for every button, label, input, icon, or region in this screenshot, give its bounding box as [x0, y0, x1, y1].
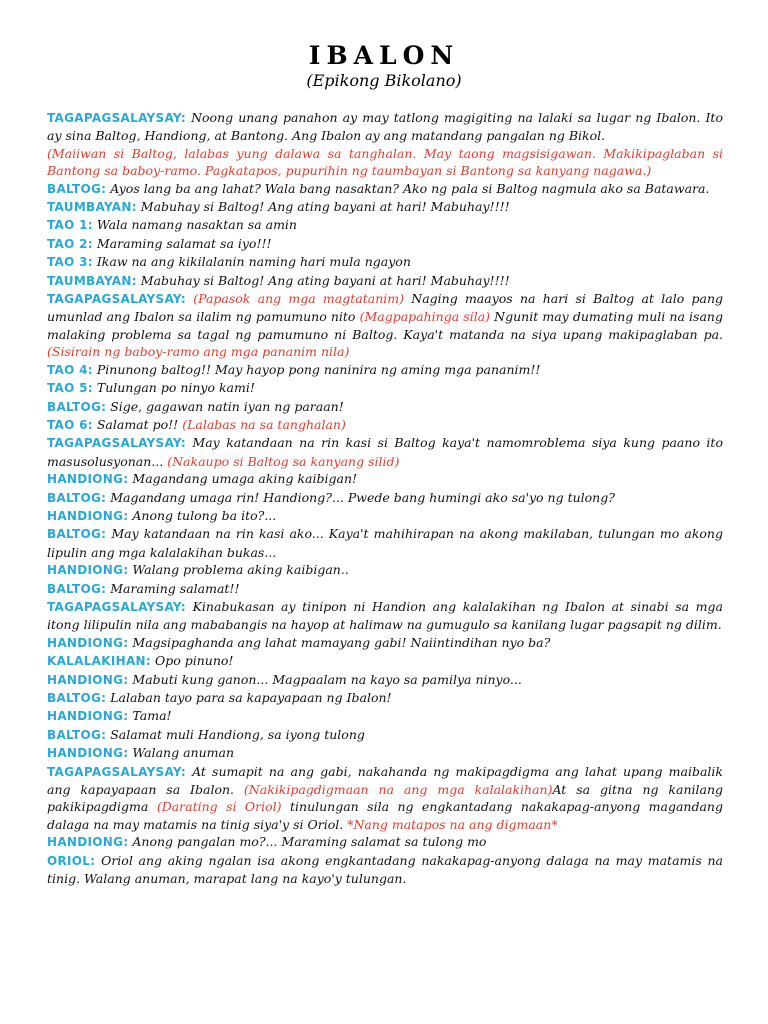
script-line — [47, 598, 723, 634]
script-line — [47, 507, 723, 525]
dialogue-text: Kinabukasan ay tinipon ni Handion ang kalalakihan ng Ibalon at sinabi sa mga itong lilipulin nila ang mababangis na hayop at halimaw na gumugulo sa kanilang lugar pagsapit ng dilim. — [47, 598, 723, 633]
stage-direction: (Papasok ang mga magtatanim) — [193, 291, 404, 307]
dialogue-text: Walang problema aking kaibigan.. — [132, 562, 349, 578]
stage-direction: (Sisirain ng baboy-ramo ang mga pananim nila) — [47, 344, 350, 360]
script-line — [47, 253, 723, 271]
stage-direction: (Maiiwan si Baltog, lalabas yung dalawa sa tanghalan. May taong magsisigawan. Makikipaglaban si Bantong sa baboy-ramo. Pagkatapos, pupurihin ng taumbayan si Bantong sa kanyang nagawa.) — [47, 145, 723, 179]
script-line — [47, 361, 723, 379]
speaker-label: BALTOG: — [47, 727, 107, 742]
dialogue-text: Tulungan po ninyo kami! — [96, 380, 255, 396]
dialogue-text: Tama! — [132, 708, 172, 724]
script-line — [47, 852, 723, 888]
speaker-label: HANDIONG: — [47, 835, 129, 850]
script-line — [47, 525, 723, 561]
script-line — [47, 470, 723, 488]
speaker-label: HANDIONG: — [47, 709, 129, 724]
script-line — [47, 634, 723, 652]
dialogue-text: Ikaw na ang kikilalanin naming hari mula ngayon — [96, 254, 411, 270]
speaker-label: BALTOG: — [47, 490, 107, 505]
script-line — [47, 198, 723, 216]
stage-direction: (Nakaupo si Baltog sa kanyang silid) — [167, 453, 400, 469]
speaker-label: BALTOG: — [47, 181, 107, 196]
speaker-label: TAGAPAGSALAYSAY: — [47, 599, 186, 614]
speaker-label: TAO 1: — [47, 218, 93, 233]
speaker-label: TAGAPAGSALAYSAY: — [47, 292, 186, 307]
dialogue-text: tinulungan sila ng engkantadang nakakapag-anyong magandang dalaga na may matamis na tinig siya'y si Oriol. — [47, 799, 723, 832]
speaker-label: TAGAPAGSALAYSAY: — [47, 111, 186, 125]
document-subtitle: (Epikong Bikolano) — [306, 71, 462, 90]
dialogue-text: Walang anuman — [132, 745, 234, 761]
script-line — [47, 561, 723, 579]
stage-direction: (Lalabas na sa tanghalan) — [182, 416, 346, 432]
speaker-label: TAUMBAYAN: — [47, 273, 137, 288]
dialogue-text: Magsipaghanda ang lahat mamayang gabi! Naiintindihan nyo ba? — [132, 634, 551, 650]
speaker-label: BALTOG: — [47, 691, 107, 705]
dialogue-text: Sige, gagawan natin iyan ng paraan! — [110, 398, 344, 414]
script-body — [47, 109, 723, 887]
dialogue-text: May katandaan na rin kasi si Baltog kaya't namomroblema siya kung paano ito masusolusyonan... — [47, 435, 723, 469]
script-line — [47, 216, 723, 234]
script-line — [47, 180, 723, 198]
dialogue-text: Ayos lang ba ang lahat? Wala bang nasaktan? Ako ng pala si Baltog nagmula ako sa Batawara. — [110, 180, 710, 196]
dialogue-text: Magandang umaga rin! Handiong?... Pwede bang humingi ako sa'yo ng tulong? — [110, 489, 615, 505]
speaker-label: HANDIONG: — [47, 508, 129, 523]
script-line — [47, 272, 723, 290]
speaker-label: HANDIONG: — [47, 672, 129, 687]
script-line — [47, 833, 723, 851]
dialogue-text: Wala namang nasaktan sa amin — [96, 217, 297, 233]
speaker-label: BALTOG: — [47, 581, 107, 596]
speaker-label: TAO 6: — [47, 417, 93, 432]
script-line — [47, 145, 723, 180]
speaker-label: TAO 2: — [47, 236, 93, 251]
speaker-label: ORIOL: — [47, 853, 96, 868]
script-line — [47, 434, 723, 470]
dialogue-text: Salamat muli Handiong, sa iyong tulong — [110, 726, 365, 742]
script-line — [47, 744, 723, 762]
script-line — [47, 109, 723, 145]
script-line — [47, 689, 723, 707]
speaker-label: TAGAPAGSALAYSAY: — [47, 764, 186, 779]
speaker-label: TAO 3: — [47, 255, 93, 270]
dialogue-text: At sa gitna ng kanilang pakikipagdigma — [47, 782, 723, 815]
speaker-label: HANDIONG: — [47, 635, 129, 650]
script-line — [47, 726, 723, 744]
speaker-label: TAUMBAYAN: — [47, 200, 137, 215]
dialogue-text: Anong tulong ba ito?... — [132, 507, 277, 523]
dialogue-text: Opo pinuno! — [154, 653, 234, 669]
speaker-label: KALALAKIHAN: — [47, 654, 151, 669]
script-line — [47, 652, 723, 670]
dialogue-text: Lalaban tayo para sa kapayapaan ng Ibalon! — [110, 690, 392, 705]
dialogue-text: Ngunit may dumating muli na isang malaking problema sa tagal ng pamumuno ni Baltog. Kaya't matanda na siya upang makipaglaban pa. — [47, 309, 723, 342]
speaker-label: TAGAPAGSALAYSAY: — [47, 436, 186, 451]
document-title: IBALON — [308, 41, 460, 70]
speaker-label: BALTOG: — [47, 527, 107, 542]
script-line — [47, 707, 723, 725]
dialogue-text: Magandang umaga aking kaibigan! — [132, 471, 358, 487]
dialogue-text: May katandaan na rin kasi ako... Kaya't mahihirapan na akong makilaban, tulungan mo akong lipulin ang mga kalalakihan bukas... — [47, 526, 723, 560]
dialogue-text: Maraming salamat!! — [110, 580, 240, 596]
dialogue-text: Noong unang panahon ay may tatlong magigiting na lalaki sa lugar ng Ibalon. Ito ay sina Baltog, Handiong, at Bantong. Ang Ibalon ay ang matandang pangalan ng Bikol. — [47, 110, 723, 144]
speaker-label: HANDIONG: — [47, 472, 129, 487]
dialogue-text: Mabuhay si Baltog! Ang ating bayani at hari! Mabuhay!!!! — [140, 272, 510, 288]
stage-direction: *Nang matapos na ang digmaan* — [347, 816, 558, 832]
script-line — [47, 671, 723, 689]
speaker-label: BALTOG: — [47, 399, 107, 414]
script-line — [47, 416, 723, 434]
dialogue-text: Oriol ang aking ngalan isa akong engkantadang nakakapag-anyong dalaga na may matamis na tinig. Walang anuman, marapat lang na kayo'y tulungan. — [47, 852, 723, 887]
speaker-label: TAO 4: — [47, 362, 93, 377]
stage-direction: (Magpapahinga sila) — [359, 309, 491, 325]
speaker-label: HANDIONG: — [47, 746, 129, 761]
script-line — [47, 235, 723, 253]
dialogue-text: Salamat po!! — [96, 416, 179, 432]
script-line — [47, 489, 723, 507]
dialogue-text: Naging maayos na hari si Baltog at lalo pang umunlad ang Ibalon sa ilalim ng pamumuno nito — [47, 291, 724, 325]
script-line — [47, 379, 723, 397]
stage-direction: (Darating si Oriol) — [156, 799, 282, 815]
dialogue-text: Anong pangalan mo?... Maraming salamat sa tulong mo — [132, 834, 487, 850]
dialogue-text: At sumapit na ang gabi, nakahanda ng makipagdigma ang lahat upang maibalik ang kapayapaan sa Ibalon. — [47, 763, 723, 798]
speaker-label: TAO 5: — [47, 381, 93, 396]
script-line — [47, 290, 723, 361]
script-line — [47, 398, 723, 416]
script-line — [47, 580, 723, 598]
dialogue-text: Pinunong baltog!! May hayop pong naninira ng aming mga pananim!! — [96, 361, 541, 377]
dialogue-text: Mabuti kung ganon... Magpaalam na kayo sa pamilya ninyo... — [132, 671, 522, 687]
dialogue-text: Maraming salamat sa iyo!!! — [96, 235, 272, 251]
stage-direction: (Nakikipagdigmaan na ang mga kalalakihan) — [243, 782, 553, 798]
dialogue-text: Mabuhay si Baltog! Ang ating bayani at hari! Mabuhay!!!! — [140, 199, 510, 215]
speaker-label: HANDIONG: — [47, 563, 129, 578]
script-line — [47, 763, 723, 834]
